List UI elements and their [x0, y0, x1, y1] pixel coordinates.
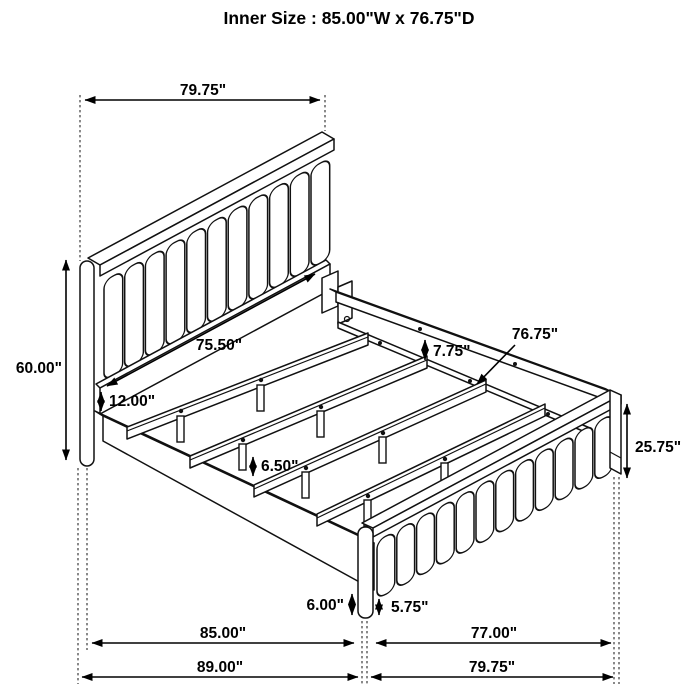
dim-label: 79.75" [179, 82, 227, 99]
screw-dot [443, 457, 447, 461]
screw-dot [304, 466, 308, 470]
footboard-panel [436, 499, 454, 567]
headboard-panel [290, 169, 309, 279]
dim-label: 5.75" [391, 599, 429, 616]
dim-headboard-height [16, 260, 66, 460]
dim-label: 85.00" [199, 625, 247, 642]
footboard-panel [555, 435, 573, 503]
screw-dot [468, 379, 472, 383]
dim-headboard-width-top [85, 82, 320, 100]
dim-headboard-rail-height [101, 392, 155, 411]
footboard-panel [575, 424, 593, 492]
footboard-panel [377, 531, 395, 599]
slat-leg [379, 437, 386, 463]
dim-label: 75.50" [195, 337, 243, 354]
dim-label: 60.00" [15, 360, 62, 377]
headboard-panel [125, 260, 144, 370]
dim-slat-frame-width [92, 625, 354, 643]
headboard-panel [145, 248, 164, 358]
dim-center-leg-height [253, 457, 299, 476]
slat-leg [317, 411, 324, 437]
slat-leg [177, 416, 184, 442]
dim-label: 89.00" [196, 659, 244, 676]
footboard-panel [456, 489, 474, 557]
screw-dot [418, 327, 422, 331]
headboard-panel [187, 226, 206, 336]
dim-label: 79.75" [468, 659, 516, 676]
dim-footboard-inner-width [376, 625, 611, 643]
screw-dot [319, 405, 323, 409]
dim-label: 7.75" [433, 343, 471, 360]
headboard-panel [166, 237, 185, 347]
screw-dot [513, 362, 517, 366]
footboard-panel [535, 446, 553, 514]
footboard-left-leg [358, 527, 373, 618]
dim-label: 25.75" [635, 439, 682, 456]
dim-rail-to-slat-gap [425, 340, 471, 360]
footboard-panel [516, 457, 534, 525]
slat [190, 356, 427, 468]
screw-dot [259, 378, 263, 382]
dim-label: 77.00" [470, 625, 518, 642]
headboard-panel [228, 203, 247, 313]
slat-leg [239, 444, 246, 470]
headboard-panel [208, 214, 227, 324]
headboard-panel [104, 271, 123, 381]
dim-underbed-clearance [306, 594, 352, 615]
dim-label: 12.00" [109, 393, 156, 410]
screw-dot [179, 409, 183, 413]
dim-label: 76.75" [511, 326, 559, 343]
headboard-panel [270, 181, 289, 291]
diagram-title: Inner Size : 85.00"W x 76.75"D [223, 8, 475, 28]
footboard-right-edge [610, 390, 621, 474]
footboard-panel [476, 478, 494, 546]
dim-footboard-width-bottom [371, 659, 613, 677]
screw-dot [546, 412, 550, 416]
headboard-left-post [80, 261, 94, 466]
dim-footboard-leg-height [379, 599, 429, 616]
screw-dot [366, 494, 370, 498]
slat-edge-line [190, 360, 427, 460]
dim-overall-width [82, 659, 358, 677]
footboard-panel [397, 521, 415, 589]
dim-footboard-height [627, 404, 681, 478]
footboard-panel [417, 510, 435, 578]
screw-dot [378, 341, 382, 345]
headboard-panel [311, 158, 330, 268]
screw-dot [381, 431, 385, 435]
slat-leg [257, 385, 264, 411]
headboard-panel [249, 192, 268, 302]
footboard-panel [496, 467, 514, 535]
dim-label: 6.50" [261, 458, 299, 475]
slat-leg [302, 472, 309, 498]
screw-dot [241, 438, 245, 442]
dim-label: 6.00" [306, 597, 344, 614]
